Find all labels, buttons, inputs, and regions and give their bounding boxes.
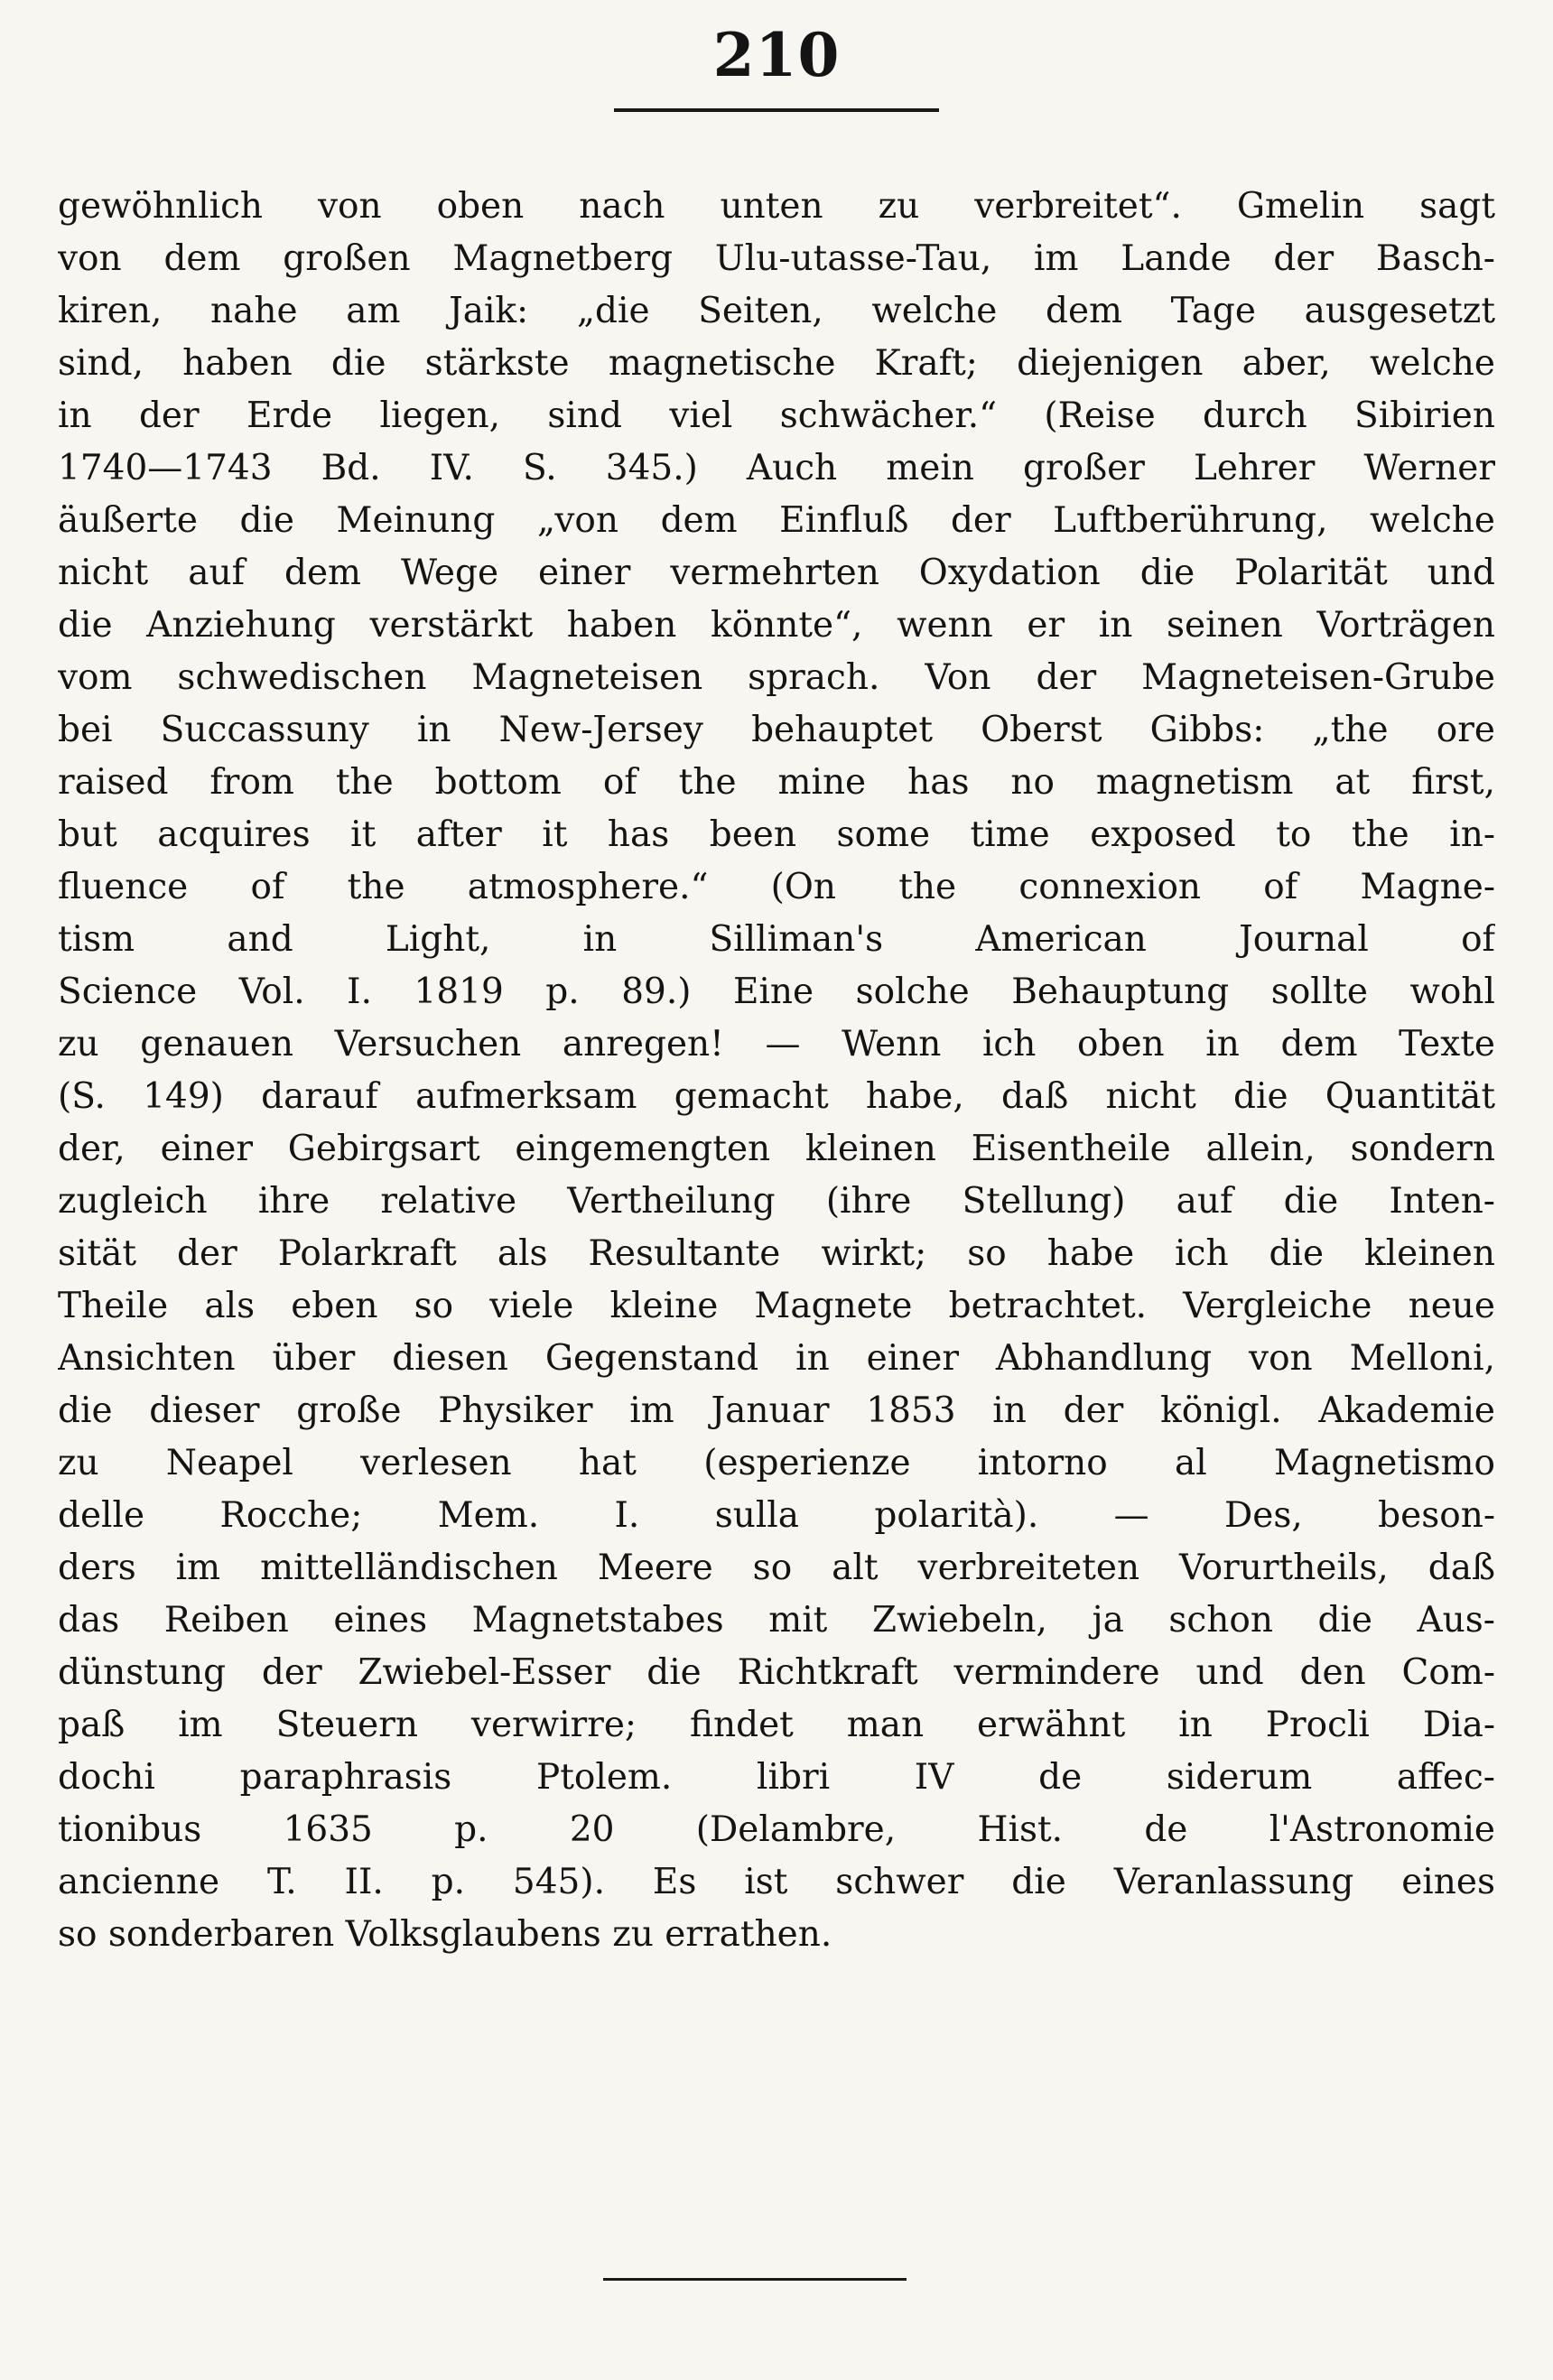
text-line: äußerte die Meinung „von dem Einfluß der Luftberührung, welche [58, 500, 1495, 541]
text-line: but acquires it after it has been some time exposed to the in- [58, 814, 1495, 855]
text-line: tionibus 1635 p. 20 (Delambre, Hist. de l'Astronomie [58, 1809, 1495, 1850]
text-line: die Anziehung verstärkt haben könnte“, wenn er in seinen Vorträgen [58, 605, 1495, 646]
text-line: sität der Polarkraft als Resultante wirkt; so habe ich die kleinen [58, 1233, 1495, 1274]
text-line: delle Rocche; Mem. I. sulla polarità). — Des, beson- [58, 1495, 1495, 1536]
text-line: Ansichten über diesen Gegenstand in einer Abhandlung von Melloni, [58, 1338, 1495, 1379]
text-line: dochi paraphrasis Ptolem. libri IV de siderum affec- [58, 1757, 1495, 1798]
text-line: das Reiben eines Magnetstabes mit Zwiebeln, ja schon die Aus- [58, 1600, 1495, 1641]
text-line: gewöhnlich von oben nach unten zu verbreitet“. Gmelin sagt [58, 186, 1495, 227]
text-line: Theile als eben so viele kleine Magnete betrachtet. Vergleiche neue [58, 1286, 1495, 1326]
text-line: zu genauen Versuchen anregen! — Wenn ich oben in dem Texte [58, 1024, 1495, 1064]
text-line: die dieser große Physiker im Januar 1853 in der königl. Akademie [58, 1390, 1495, 1431]
text-line: raised from the bottom of the mine has no magnetism at first, [58, 762, 1495, 803]
text-line: ancienne T. II. p. 545). Es ist schwer die Veranlassung eines [58, 1862, 1495, 1902]
body-text [58, 181, 1495, 1961]
text-line: bei Succassuny in New-Jersey behauptet Oberst Gibbs: „the ore [58, 710, 1495, 750]
text-line: vom schwedischen Magneteisen sprach. Von der Magneteisen-Grube [58, 657, 1495, 698]
text-line: (S. 149) darauf aufmerksam gemacht habe, daß nicht die Quantität [58, 1076, 1495, 1117]
footer-rule [603, 2278, 907, 2281]
text-line: in der Erde liegen, sind viel schwächer.“ (Reise durch Sibirien [58, 395, 1495, 436]
text-line: kiren, nahe am Jaik: „die Seiten, welche dem Tage ausgesetzt [58, 291, 1495, 331]
text-line: 1740—1743 Bd. IV. S. 345.) Auch mein großer Lehrer Werner [58, 448, 1495, 488]
text-line: paß im Steuern verwirre; findet man erwähnt in Procli Dia- [58, 1705, 1495, 1745]
header-rule [614, 108, 939, 112]
text-line: der, einer Gebirgsart eingemengten kleinen Eisentheile allein, sondern [58, 1129, 1495, 1169]
page-number: 210 [712, 20, 841, 90]
text-line: Science Vol. I. 1819 p. 89.) Eine solche Behauptung sollte wohl [58, 972, 1495, 1012]
text-line: so sonderbaren Volksglaubens zu errathen. [58, 1914, 832, 1955]
text-line: ders im mittelländischen Meere so alt verbreiteten Vorurtheils, daß [58, 1548, 1495, 1588]
text-line: sind, haben die stärkste magnetische Kraft; diejenigen aber, welche [58, 343, 1495, 384]
text-line: dünstung der Zwiebel-Esser die Richtkraft vermindere und den Com- [58, 1652, 1495, 1693]
text-line: von dem großen Magnetberg Ulu-utasse-Tau, im Lande der Basch- [58, 238, 1495, 279]
text-line: nicht auf dem Wege einer vermehrten Oxydation die Polarität und [58, 553, 1495, 593]
text-line: zugleich ihre relative Vertheilung (ihre Stellung) auf die Inten- [58, 1181, 1495, 1222]
text-line: fluence of the atmosphere.“ (On the connexion of Magne- [58, 867, 1495, 907]
text-line: tism and Light, in Silliman's American Journal of [58, 919, 1495, 960]
text-line: zu Neapel verlesen hat (esperienze intorno al Magnetismo [58, 1443, 1495, 1483]
